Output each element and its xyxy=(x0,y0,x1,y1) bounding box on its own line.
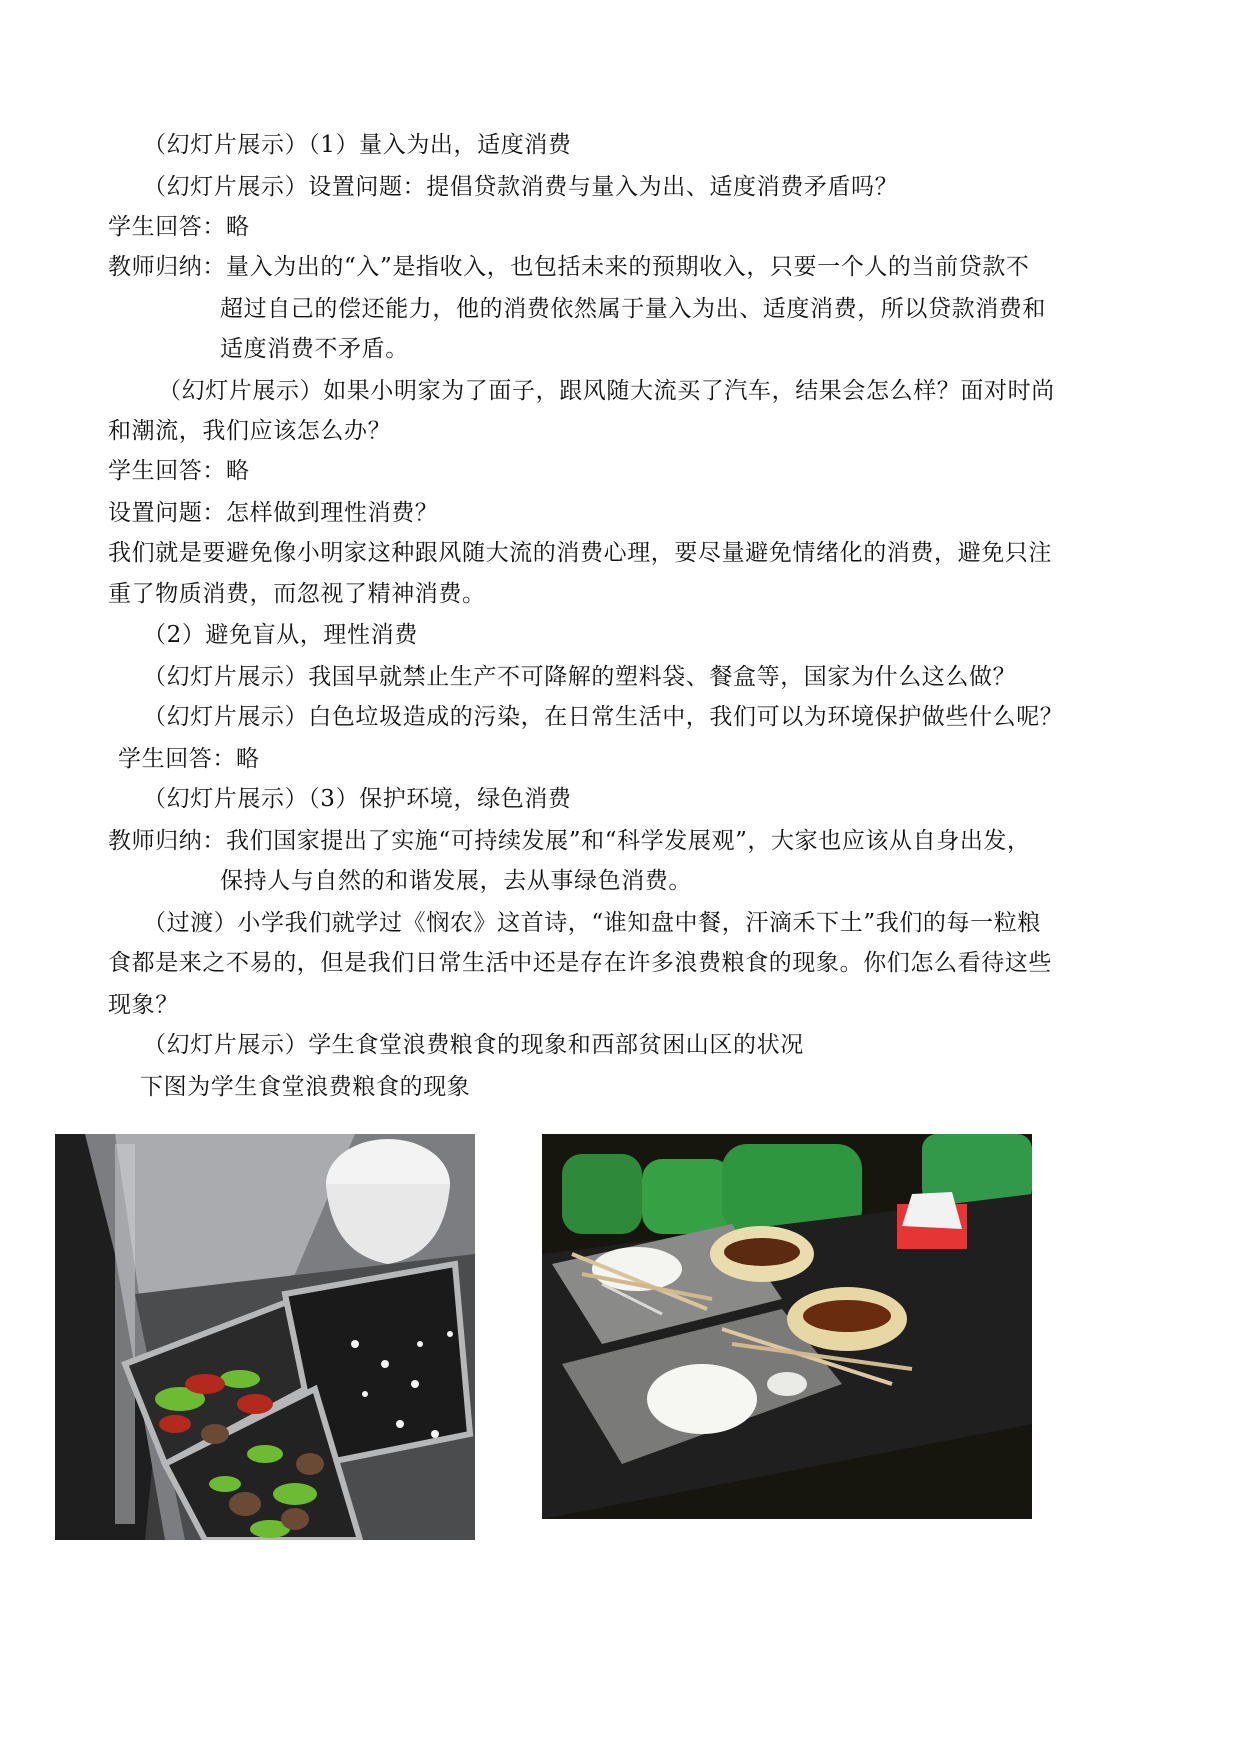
text-line: 我们就是要避免像小明家这种跟风随大流的消费心理，要尽量避免情绪化的消费，避免只注 xyxy=(108,540,1052,566)
text-line: 食都是来之不易的，但是我们日常生活中还是存在许多浪费粮食的现象。你们怎么看待这些 xyxy=(108,950,1052,976)
text-line: （过渡）小学我们就学过《悯农》这首诗，“谁知盘中餐，汗滴禾下土”我们的每一粒粮 xyxy=(143,910,1041,936)
text-line: 重了物质消费，而忽视了精神消费。 xyxy=(108,581,486,607)
text-line: 适度消费不矛盾。 xyxy=(220,336,409,362)
text-line: 教师归纳：量入为出的“入”是指收入，也包括未来的预期收入，只要一个人的当前贷款不 xyxy=(108,254,1030,280)
text-line: （2）避免盲从，理性消费 xyxy=(143,622,418,648)
text-line: 学生回答：略 xyxy=(108,214,250,240)
text-line: 超过自己的偿还能力，他的消费依然属于量入为出、适度消费，所以贷款消费和 xyxy=(220,296,1046,322)
food-waste-tray-photo xyxy=(55,1134,475,1540)
cafeteria-leftover-trays-photo xyxy=(542,1134,1032,1519)
text-line: （幻灯片展示）白色垃圾造成的污染，在日常生活中，我们可以为环境保护做些什么呢？ xyxy=(143,704,1064,730)
text-line: （幻灯片展示）我国早就禁止生产不可降解的塑料袋、餐盒等，国家为什么这么做？ xyxy=(143,664,1017,690)
text-line: 保持人与自然的和谐发展，去从事绿色消费。 xyxy=(220,868,692,894)
text-line: （幻灯片展示）（3）保护环境，绿色消费 xyxy=(143,786,572,812)
text-line: 下图为学生食堂浪费粮食的现象 xyxy=(140,1074,471,1100)
text-line: （幻灯片展示）如果小明家为了面子，跟风随大流买了汽车，结果会怎么样？面对时尚 xyxy=(158,378,1055,404)
text-line: 和潮流，我们应该怎么办？ xyxy=(108,418,392,444)
text-line: 学生回答：略 xyxy=(108,458,250,484)
text-line: 教师归纳：我们国家提出了实施“可持续发展”和“科学发展观”，大家也应该从自身出发， xyxy=(108,828,1031,854)
text-line: 现象？ xyxy=(108,992,179,1018)
text-line: 学生回答：略 xyxy=(118,746,260,772)
text-line: （幻灯片展示）设置问题：提倡贷款消费与量入为出、适度消费矛盾吗？ xyxy=(143,174,899,200)
text-line: （幻灯片展示）（1）量入为出，适度消费 xyxy=(143,132,572,158)
text-line: （幻灯片展示）学生食堂浪费粮食的现象和西部贫困山区的状况 xyxy=(143,1032,804,1058)
text-line: 设置问题：怎样做到理性消费？ xyxy=(108,500,439,526)
